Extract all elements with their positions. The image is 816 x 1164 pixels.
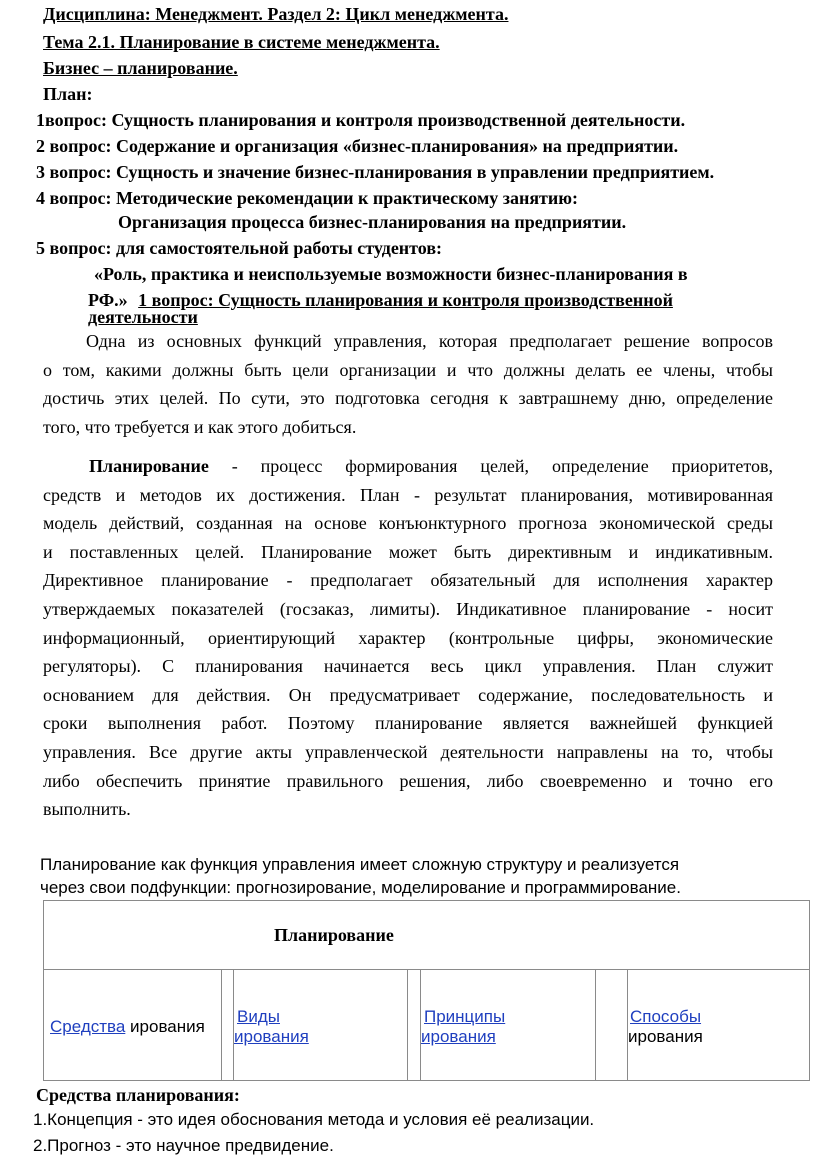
plan-label: План: [43,84,93,104]
divider [221,969,222,1080]
plan-item-4: 4 вопрос: Методические рекомендации к практическому занятию: [36,188,579,208]
paragraph2-line: сроки выполнения работ. Поэтому планирование является важнейшей функцией [43,713,773,734]
paragraph2-line: Директивное планирование - предполагает обязательный для исполнения характер [43,570,773,591]
paragraph2-line: информационный, ориентирующий характер (контрольные цифры, экономические [43,627,773,648]
divider [407,969,408,1080]
tools-item-1: 1.Концепция - это идея обоснования метода и условия её реализации. [33,1110,595,1129]
topic-title: Тема 2.1. Планирование в системе менеджмента. [43,32,440,52]
paragraph2-first-line-rest: - процесс формирования целей, определение приоритетов, [208,456,773,476]
divider [595,969,596,1080]
plan-item-4-sub: Организация процесса бизнес-планирования на предприятии. [118,212,627,232]
diagram-cell-tools[interactable] [50,1017,205,1037]
paragraph-planning [43,452,773,824]
principles-link[interactable]: Принципы [424,1007,506,1026]
plan-item-1: 1вопрос: Сущность планирования и контроля производственной деятельности. [36,110,686,130]
types-link-tail[interactable]: ирования [234,1027,309,1046]
principles-link-tail[interactable]: ирования [421,1027,496,1046]
term-planning: Планирование [89,456,209,476]
paragraph-definition [43,327,773,441]
section1-title-part1: 1 вопрос: Сущность планирования и контроля производственной [138,290,673,310]
plan-item-2: 2 вопрос: Содержание и организация «бизнес-планирования» на предприятии. [36,136,679,156]
plan-item-3: 3 вопрос: Сущность и значение бизнес-планирования в управлении предприятием. [36,162,715,182]
paragraph1-line: Одна из основных функций управления, которая предполагает решение вопросов [86,331,773,351]
discipline-title: Дисциплина: Менеджмент. Раздел 2: Цикл менеджмента. [43,4,509,24]
plan-item-5: 5 вопрос: для самостоятельной работы студентов: [36,238,443,258]
paragraph1-line: того, что требуется и как этого добиться. [43,416,357,437]
diagram-cell-principles[interactable] [421,1007,591,1047]
section1-title-part2: деятельности [88,307,198,327]
paragraph1-line: достичь этих целей. По сути, это подготовка сегодня к завтрашнему дню, определение [43,388,773,409]
paragraph2-line: основанием для действия. Он предусматривает содержание, последовательность и [43,684,773,705]
paragraph2-line: и поставленных целей. Планирование может быть директивным и индикативным. [43,541,773,562]
paragraph2-line: модель действий, созданная на основе конъюнктурного прогноза экономической среды [43,513,773,534]
diagram-cell-types[interactable] [234,1007,404,1047]
paragraph2-line: утверждаемых показателей (госзаказ, лимиты). Индикативное планирование - носит [43,598,773,619]
paragraph2-line: средств и методов их достижения. План - результат планирования, мотивированная [43,484,773,505]
types-link[interactable]: Виды [237,1007,280,1026]
tools-heading: Средства планирования: [36,1085,240,1105]
plan-item-5-sub-line1: «Роль, практика и неиспользуемые возможности бизнес-планирования в [94,264,688,284]
paragraph2-line: выполнить. [43,799,131,820]
paragraph3-line1: Планирование как функция управления имеет сложную структуру и реализуется [40,855,680,874]
diagram-cell-methods[interactable] [628,1007,804,1047]
planning-diagram [43,900,810,1081]
paragraph2-line: регуляторы). С планирования начинается весь цикл управления. План служит [43,656,773,677]
diagram-header [44,901,809,970]
paragraph2-first-line [43,452,773,481]
methods-link[interactable]: Способы [630,1007,702,1026]
plan-item-5-sub-line2: РФ.» [88,290,128,310]
paragraph1-line: о том, какими должны быть цели организации и что должны делать ее члены, чтобы [43,359,773,380]
methods-link-tail: ирования [628,1027,703,1046]
diagram-header-label: Планирование [274,925,394,945]
tools-item-2: 2.Прогноз - это научное предвидение. [33,1136,334,1155]
paragraph2-line: либо обеспечить принятие правильного решения, либо своевременно и точно его [43,770,773,791]
tools-link[interactable]: Средства [50,1017,126,1036]
tools-link-tail: ирования [125,1017,205,1036]
paragraph2-line: управления. Все другие акты управленческой деятельности направлены на то, чтобы [43,741,773,762]
paragraph3-line2: через свои подфункции: прогнозирование, моделирование и программирование. [40,878,681,897]
subtopic-title: Бизнес – планирование. [43,58,238,78]
